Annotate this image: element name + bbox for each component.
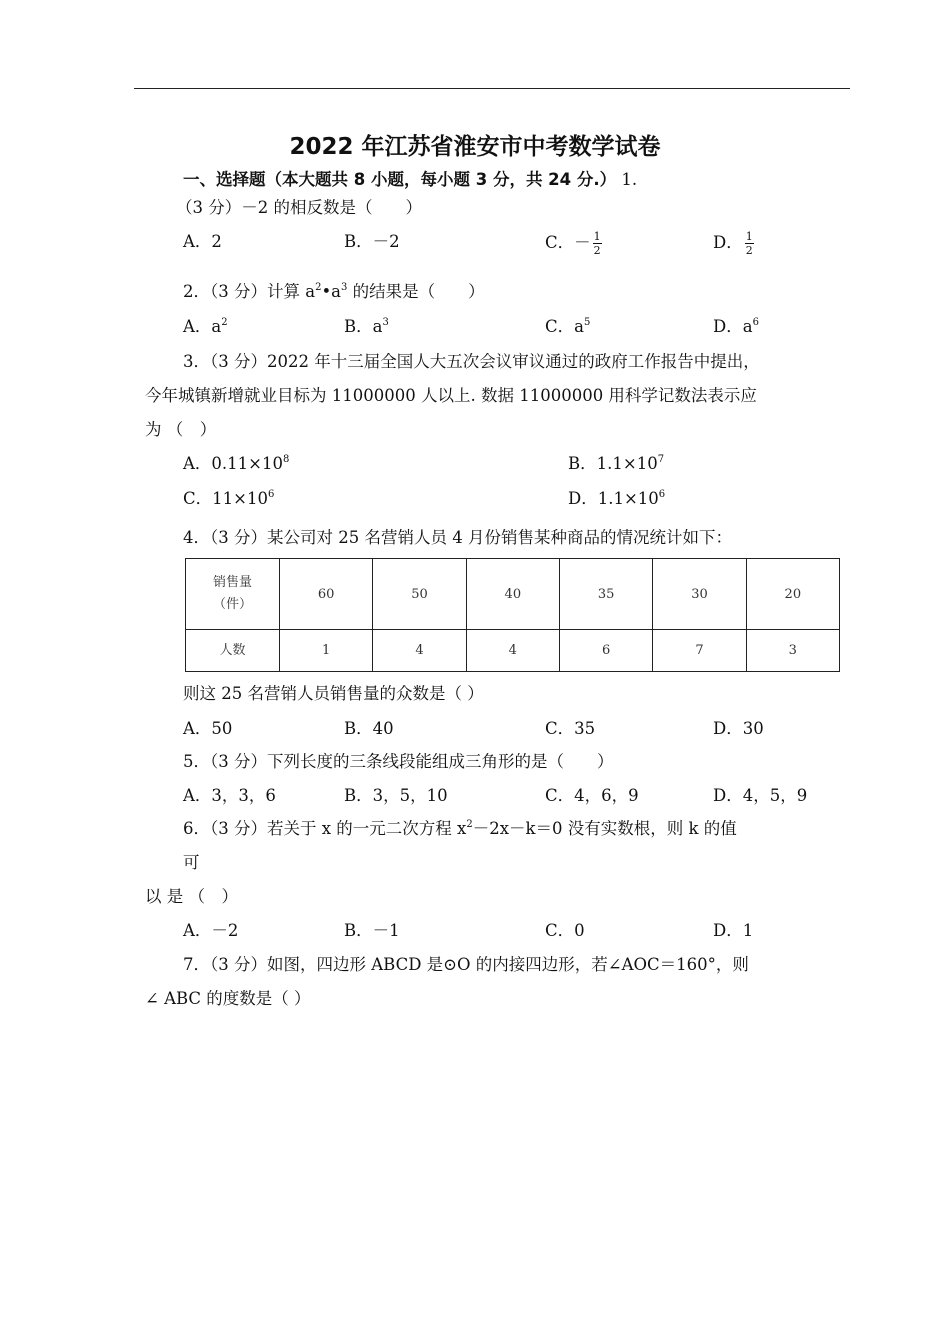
q1-stem: （3 分）－2 的相反数是（ ）: [176, 198, 422, 217]
q3-line-2: 今年城镇新增就业目标为 11000000 人以上. 数据 11000000 用科学记数法表示应: [145, 386, 757, 405]
exponent: 3: [341, 282, 348, 293]
page-title: 2022 年江苏省淮安市中考数学试卷: [289, 134, 661, 160]
count-cell: 1: [280, 630, 373, 672]
q4-stem: 4．（3 分）某公司对 25 名营销人员 4 月份销售某种商品的情况统计如下：: [183, 528, 732, 547]
sales-header-unit: （件）: [212, 597, 252, 612]
q7-line-2: ∠ ABC 的度数是（ ）: [145, 989, 311, 1008]
q3-line-1: 3．（3 分）2022 年十三届全国人大五次会议审议通过的政府工作报告中提出，: [183, 352, 760, 371]
q5-option-d: D．4，5，9: [713, 786, 808, 805]
q6-option-a: A．－2: [183, 921, 239, 940]
q5-option-b: B．3，5，10: [344, 786, 448, 805]
fraction-denominator: 2: [745, 244, 753, 257]
q2-option-b: [344, 315, 389, 339]
q1-option-d: [713, 230, 754, 257]
q7-line-1: 7．（3 分）如图，四边形 ABCD 是⊙O 的内接四边形，若∠AOC＝160°，则: [183, 955, 749, 974]
q1-option-a: A．2: [183, 232, 222, 251]
q6-stem: [183, 817, 737, 841]
option-text: B．a: [344, 317, 383, 336]
sales-cell: 40: [466, 559, 559, 630]
q2-stem-text: •a: [321, 282, 342, 301]
q1-option-d-label: D．: [713, 233, 743, 252]
q3-option-d: [568, 487, 665, 511]
exponent: 2: [315, 282, 322, 293]
q1-option-c-label: C．－: [545, 233, 591, 252]
sales-table: [185, 558, 840, 672]
q4-followup: 则这 25 名营销人员销售量的众数是（ ）: [183, 684, 484, 703]
q6-stem-text: －2x－k＝0 没有实数根，则 k 的值: [472, 819, 737, 838]
option-text: D．a: [713, 317, 753, 336]
sales-header-label: 销售量: [212, 575, 252, 590]
q4-option-c: C．35: [545, 719, 596, 738]
q3-option-c: [183, 487, 274, 511]
q6-line-2: 可: [183, 853, 200, 872]
option-text: B．1.1×10: [568, 454, 658, 473]
sales-cell: 30: [653, 559, 746, 630]
q6-line-3: 以 是 （ ）: [145, 887, 238, 906]
exponent: 6: [658, 489, 666, 500]
exponent: 7: [657, 454, 665, 465]
exponent: 6: [267, 489, 275, 500]
q1-option-b: B．－2: [344, 232, 400, 251]
q1-option-d-fraction: [745, 230, 754, 257]
q1-option-c: [545, 230, 602, 257]
section-heading-line: [183, 168, 637, 192]
q3-option-a: [183, 452, 289, 476]
q6-option-b: B．－1: [344, 921, 400, 940]
q2-option-a: [183, 315, 228, 339]
sales-cell: 50: [373, 559, 466, 630]
count-cell: 7: [653, 630, 746, 672]
count-cell: 6: [559, 630, 652, 672]
count-header-cell: 人数: [186, 630, 280, 672]
q5-option-a: A．3，3，6: [183, 786, 276, 805]
section-heading: 一、选择题（本大题共 8 小题，每小题 3 分，共 24 分.）: [183, 170, 617, 189]
q2-stem: [183, 280, 485, 304]
q2-stem-text: 的结果是（ ）: [347, 282, 485, 301]
table-row: [186, 559, 840, 630]
q4-option-a: A．50: [183, 719, 233, 738]
q2-option-c: [545, 315, 590, 339]
q6-stem-text: 6．（3 分）若关于 x 的一元二次方程 x: [183, 819, 467, 838]
q4-option-b: B．40: [344, 719, 394, 738]
option-text: A．a: [183, 317, 222, 336]
option-text: C．a: [545, 317, 584, 336]
fraction-numerator: 1: [593, 230, 601, 243]
q2-stem-text: 2．（3 分）计算 a: [183, 282, 316, 301]
fraction-denominator: 2: [593, 244, 601, 257]
q3-option-b: [568, 452, 664, 476]
sales-cell: 60: [280, 559, 373, 630]
q3-line-3: 为 （ ）: [145, 420, 217, 439]
q5-option-c: C．4，6，9: [545, 786, 639, 805]
fraction-numerator: 1: [745, 230, 753, 243]
q4-option-d: D．30: [713, 719, 764, 738]
sales-cell: 35: [559, 559, 652, 630]
q1-option-c-fraction: [593, 230, 602, 257]
sales-header-cell: [186, 559, 280, 630]
table-row: [186, 630, 840, 672]
count-cell: 3: [746, 630, 839, 672]
exponent: 6: [752, 317, 759, 328]
exponent: 5: [583, 317, 591, 328]
option-text: D．1.1×10: [568, 489, 659, 508]
q6-option-c: C．0: [545, 921, 585, 940]
exponent: 2: [466, 819, 473, 830]
header-rule: [134, 88, 850, 89]
exponent: 3: [382, 317, 389, 328]
q1-number: 1.: [621, 170, 638, 189]
exponent: 2: [221, 317, 228, 328]
q5-stem: 5．（3 分）下列长度的三条线段能组成三角形的是（ ）: [183, 752, 614, 771]
option-text: A．0.11×10: [183, 454, 283, 473]
q6-option-d: D．1: [713, 921, 754, 940]
count-cell: 4: [373, 630, 466, 672]
q2-option-d: [713, 315, 759, 339]
sales-cell: 20: [746, 559, 839, 630]
exponent: 8: [282, 454, 290, 465]
option-text: C．11×10: [183, 489, 268, 508]
count-cell: 4: [466, 630, 559, 672]
